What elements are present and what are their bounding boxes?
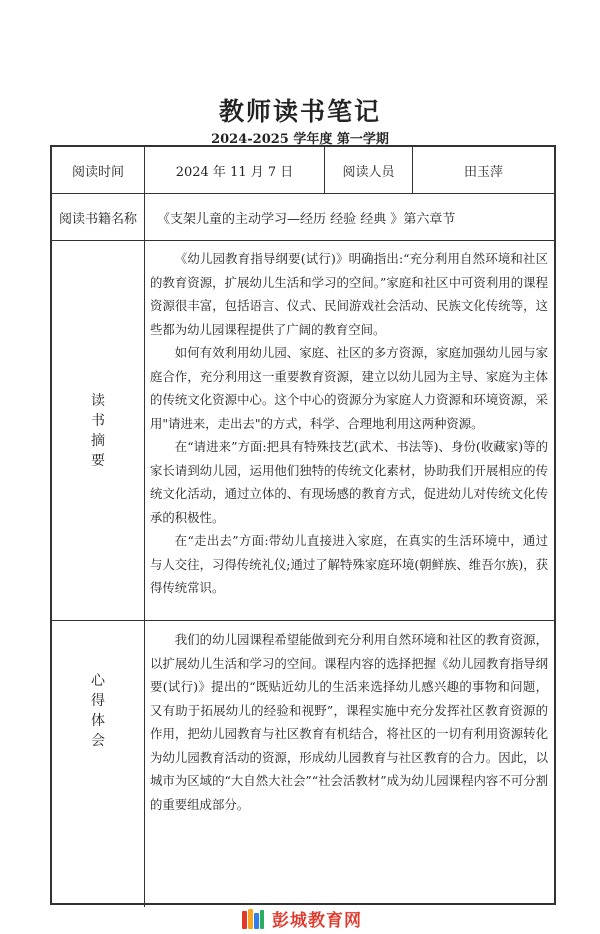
excerpt-label-char: 书 bbox=[91, 412, 105, 429]
page-title: 教师读书笔记 bbox=[218, 97, 381, 126]
reading-notes-table bbox=[50, 145, 556, 905]
excerpt-content bbox=[150, 247, 548, 600]
excerpt-label-char: 读 bbox=[91, 392, 105, 409]
site-logo-text: 彭城教育网 bbox=[272, 911, 362, 931]
book-name-value: 《支架儿童的主动学习—经历 经验 经典 》第六章节 bbox=[157, 211, 456, 227]
reading-time-value: 2024 年 11 月 7 日 bbox=[175, 164, 294, 180]
reflection-label-char: 体 bbox=[91, 713, 105, 729]
column-divider bbox=[144, 620, 145, 907]
reader-label: 阅读人员 bbox=[342, 164, 395, 180]
reading-time-label: 阅读时间 bbox=[71, 164, 124, 180]
site-logo bbox=[242, 906, 362, 931]
reflection-paragraph: 我们的幼儿园课程希望能做到充分利用自然环境和社区的教育资源，以扩展幼儿生活和学习的空间。课程内容的选择把握《幼儿园教育指导纲要(试行)》提出的“既贴近幼儿的生活来选择幼儿感兴趣的事物和问题，又有助于拓展幼儿的经验和视野”，课程实施中充分发挥社区教育资源的作用，把幼儿园教育与社区教育有机结合，将社区的一切有利用资源转化为幼儿园教育活动的资源，形成幼儿园教育与社区教育的合力。因此，以城市为区域的“大自然大社会”“社会活教材”成为幼儿园课程内容不可分割的重要组成部分。 bbox=[150, 632, 548, 812]
excerpt-label-char: 摘 bbox=[91, 432, 105, 449]
excerpt-paragraph: 《幼儿园教育指导纲要(试行)》明确指出:“充分利用自然环境和社区的教育资源，扩展幼儿生活和学习的空间。”家庭和社区中可资利用的课程资源很丰富，包括语言、仪式、民间游戏社会活动、民族文化传统等，这些都为幼儿园课程提供了广阔的教育空间。 bbox=[150, 251, 548, 337]
book-name-label: 阅读书籍名称 bbox=[58, 211, 137, 227]
excerpt-paragraph: 在“走出去”方面:带幼儿直接进入家庭，在真实的生活环境中，通过与人交往，习得传统礼仪;通过了解特殊家庭环境(朝鲜族、维吾尔族)，获得传统常识。 bbox=[150, 533, 548, 595]
reader-value: 田玉萍 bbox=[463, 164, 503, 180]
reflection-content bbox=[150, 628, 548, 816]
excerpt-label bbox=[52, 241, 144, 620]
reflection-label-char: 心 bbox=[91, 673, 105, 689]
excerpt-paragraph: 如何有效利用幼儿园、家庭、社区的多方资源，家庭加强幼儿园与家庭合作，充分利用这一重要教育资源，建立以幼儿园为主导、家庭为主体的传统文化资源中心。这个中心的资源分为家庭人力资源和环境资源，采用"请进来，走出去"的方式，科学、合理地利用这两种资源。 bbox=[150, 345, 548, 431]
reflection-label bbox=[52, 621, 144, 801]
semester-subtitle: 2024-2025 学年度 第一学期 bbox=[211, 132, 389, 147]
reflection-label-char: 得 bbox=[91, 693, 105, 709]
reflection-label-char: 会 bbox=[91, 733, 105, 749]
excerpt-paragraph: 在“请进来”方面:把具有特殊技艺(武术、书法等)、身份(收藏家)等的家长请到幼儿园，运用他们独特的传统文化素材，协助我们开展相应的传统文化活动，通过立体的、有现场感的教育方式，促进幼儿对传统文化传承的积极性。 bbox=[150, 439, 548, 525]
excerpt-label-char: 要 bbox=[91, 452, 105, 469]
books-icon bbox=[242, 909, 264, 929]
